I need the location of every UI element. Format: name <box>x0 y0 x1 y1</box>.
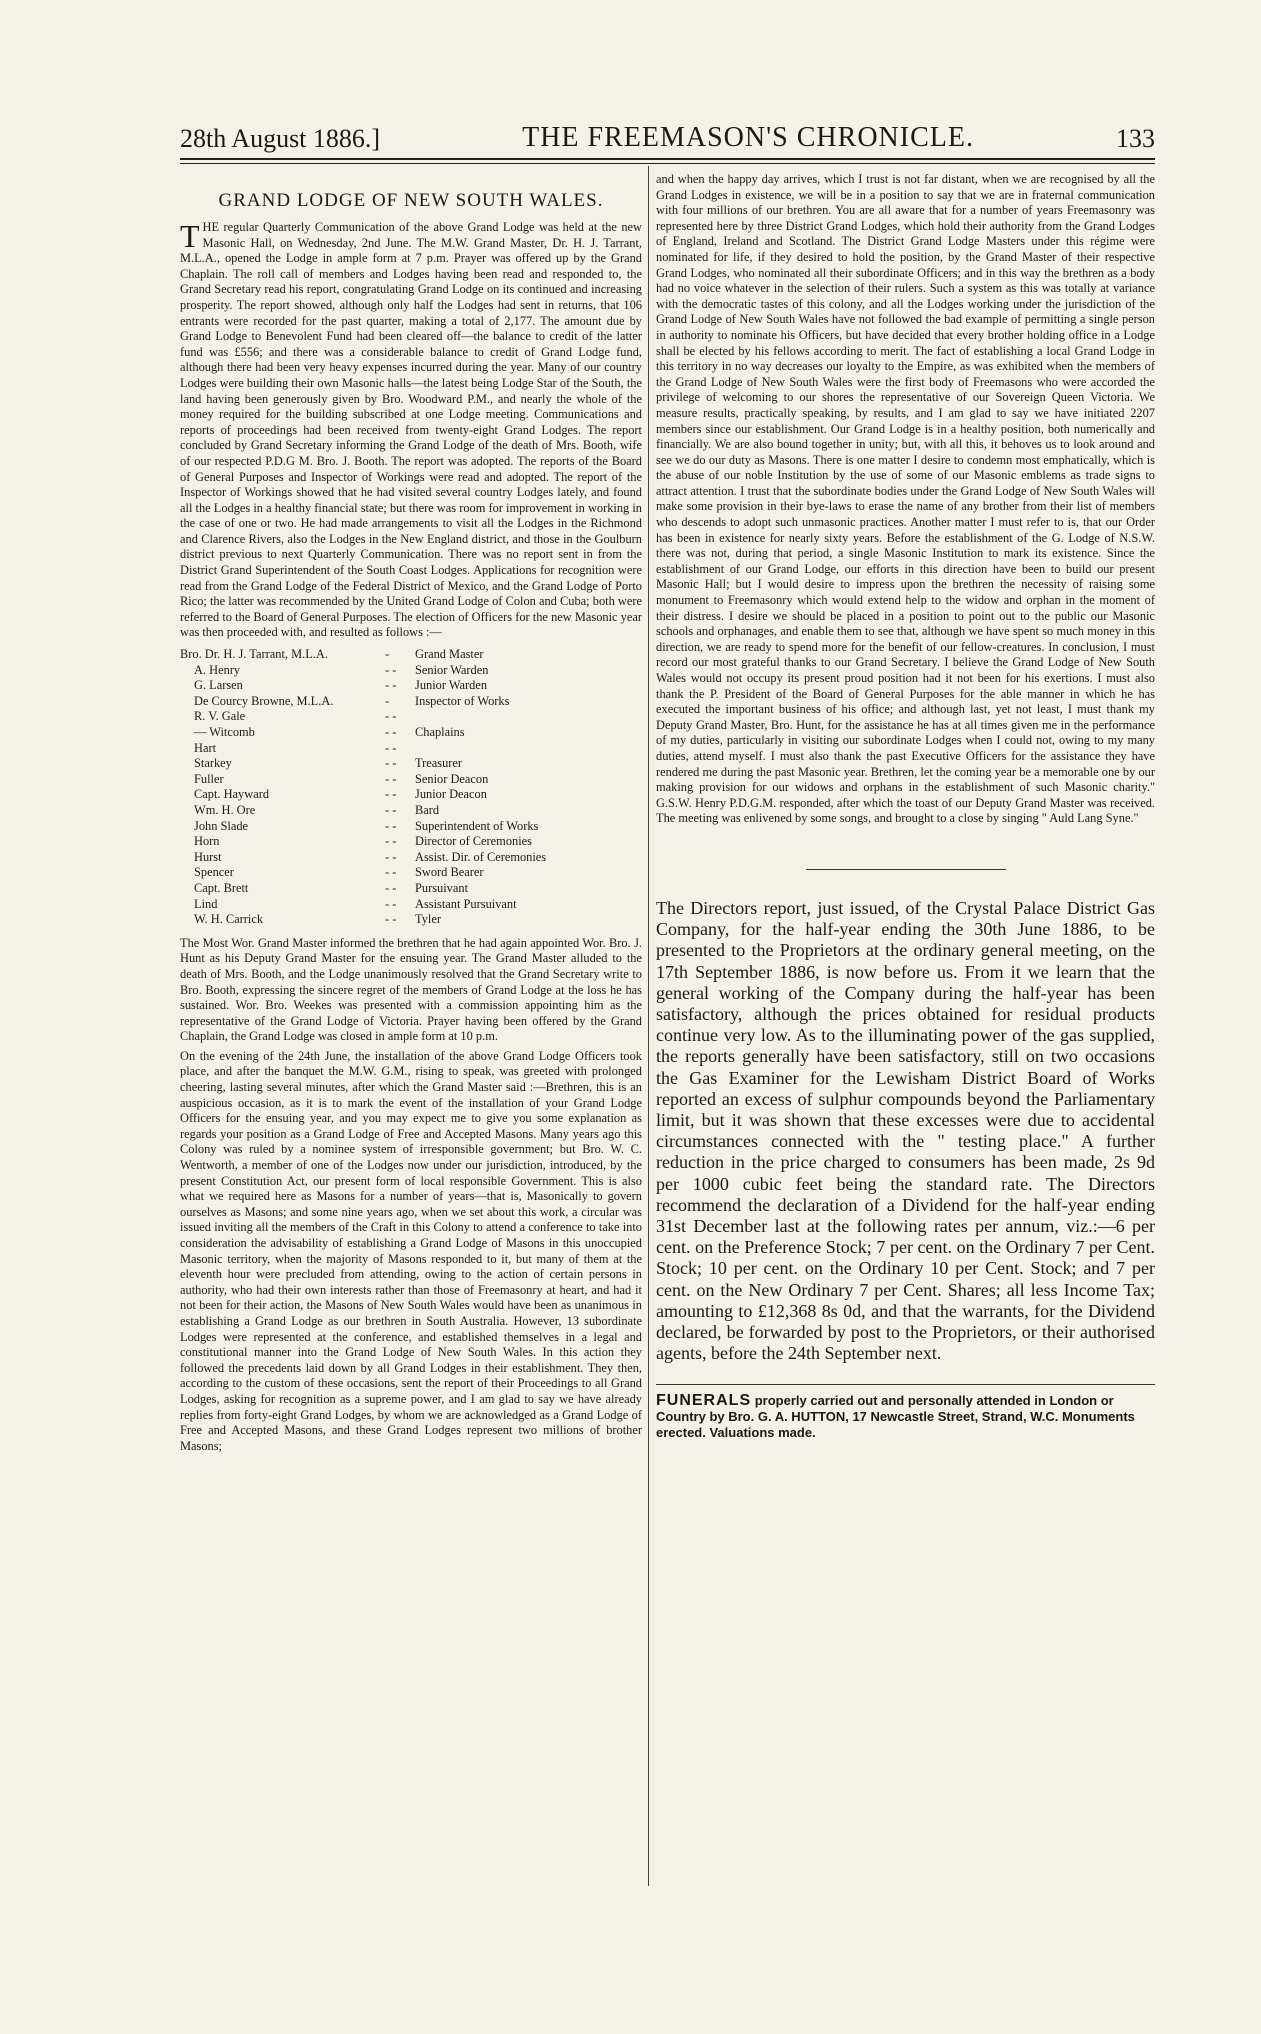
officer-row <box>180 772 642 788</box>
officer-name: Horn <box>194 834 220 849</box>
officer-row <box>180 694 642 710</box>
officer-name: Lind <box>194 896 218 911</box>
officer-leader: - - <box>385 802 397 817</box>
page-number: 133 <box>1116 124 1155 153</box>
officer-name: Fuller <box>194 771 224 786</box>
officer-office: Superintendent of Works <box>415 818 539 833</box>
officer-leader: - - <box>385 880 397 895</box>
officer-name: Hart <box>194 740 217 755</box>
officer-name: A. Henry <box>194 662 241 677</box>
article-paragraph-1: THE regular Quarterly Communication of the above Grand Lodge was held at the new Masonic Hall, on Wednesday, 2nd June. The M.W. Grand Master, Dr. H. J. Tarrant, M.L.A., opened the Lodge in ample form at 7 p.m. Prayer was offered up by the Grand Chaplain. The roll call of members and Lodges having been read and responded to, the Grand Secretary read his report, congratulating Grand Lodge on its continued and increasing prosperity. The report showed, although only half the Lodges had sent in returns, that 106 entrants were recorded for the past quarter, making a total of 2,177. The amount due by Grand Lodge to Benevolent Fund had been cleared off—the balance to credit of the latter fund was £556; and there was a considerable balance to credit of Grand Lodge fund, although there had been very heavy expenses incurred during the year. Many of our country Lodges were building their own Masonic halls—the latest being Lodge Star of the South, the land having been generously given by Bro. Woodward P.M., and nearly the whole of the money required for the building subscribed at one Lodge meeting. Communications and reports of proceedings had been received from twenty-eight Grand Lodges. The report concluded by Grand Secretary informing the Grand Lodge of the death of Mrs. Booth, wife of our respected P.D.G M. Bro. J. Booth. The report was adopted. The reports of the Board of General Purposes and Inspector of Workings were read and adopted. The report of the Inspector of Workings showed that he had visited several country Lodges lately, and found all the Lodges in a healthy financial state; but there was room for improvement in working in the case of one or two. He had made arrangements to visit all the Lodges in the Richmond and Clarence Rivers, also the Lodges in the New England district, and those in the Goulburn district previous to next Quarterly Communication. There was no report sent in from the District Grand Superintendent of the South Coast Lodges. Applications for recognition were read from the Grand Lodge of the Federal District of Mexico, and the Grand Lodge of Porto Rico; the latter was recommended by the United Grand Lodge of Colon and Cuba; both were referred to the Board of General Purposes. The election of Officers for the new Masonic year was then proceeded with, and resulted as follows :— <box>180 218 642 640</box>
officer-row <box>180 741 642 757</box>
officer-office: Assistant Pursuivant <box>415 896 517 911</box>
officer-name: Hurst <box>194 849 222 864</box>
officer-name: Bro. Dr. H. J. Tarrant, M.L.A. <box>180 647 328 662</box>
officer-row <box>180 647 642 663</box>
notice-keyword: FUNERALS <box>656 1392 752 1410</box>
officer-office: Bard <box>415 802 440 817</box>
article-paragraph-3: On the evening of the 24th June, the installation of the above Grand Lodge Officers took place, and after the banquet the M.W. G.M., rising to speak, was greeted with prolonged cheering, lasting several minutes, after which the Grand Master said :—Brethren, this is an auspicious occasion, as it is to mark the event of the installation of your Grand Lodge Officers for the ensuing year, and you may expect me to give you some explanation as regards your position as a Grand Lodge of Free and Accepted Masons. Many years ago this Colony was ruled by a nominee system of irresponsible government; but Bro. W. C. Wentworth, a member of one of the Lodges now under our jurisdiction, introduced, by the present Constitution Act, our present form of local responsible Government. This is also what we required here as Masons for a number of years—that is, Masonically to govern ourselves as Masons; and some nine years ago, when we set about this work, a circular was issued inviting all the members of the Craft in this Colony to attend a conference to take into consideration the advisability of establishing a Grand Lodge of Masons in this unoccupied Masonic territory, when the majority of Masons responded to it, but many of them at the eleventh hour were precluded from attending, owing to the action of certain persons in authority, who had their own interests rather than those of Freemasonry at heart, and had it not been for their action, the Masons of New South Wales would have been as unanimous in establishing a Grand Lodge as our brethren in South Australia. However, 13 subordinate Lodges were represented at the conference, and established themselves in a legal and constitutional manner into the Grand Lodge of New South Wales. In this action they followed the precedents laid down by all Grand Lodges in their establishment. They then, according to the custom of these occasions, sent the report of their Proceedings to all Grand Lodges, asking for recognition as a supreme power, and I am glad to say we have already replies from forty-eight Grand Lodges, by whom we are acknowledged as a Grand Lodge of Free and Accepted Masons, and these Grand Lodges represent two millions of brother Masons; <box>180 1048 642 1453</box>
officer-name: W. H. Carrick <box>194 912 264 927</box>
officer-row <box>180 678 642 694</box>
officer-office: Chaplains <box>415 725 465 739</box>
officer-name: Starkey <box>194 756 232 771</box>
officer-office <box>415 709 642 725</box>
officer-leader: - - <box>385 709 397 724</box>
officer-row <box>180 912 642 928</box>
officer-name: John Slade <box>194 818 249 833</box>
officer-row <box>180 756 642 772</box>
officer-leader: - - <box>385 756 397 771</box>
officer-office: Junior Deacon <box>415 787 487 802</box>
section-divider <box>806 869 1006 870</box>
column-divider <box>648 166 649 1886</box>
officer-leader: - <box>385 647 390 662</box>
right-column <box>656 172 1155 1441</box>
officer-office: Pursuivant <box>415 880 469 895</box>
officer-office: Sword Bearer <box>415 865 484 880</box>
officer-name: Spencer <box>194 865 234 880</box>
gas-company-report: The Directors report, just issued, of the Crystal Palace District Gas Company, for the half-year ending the 30th June 1886, to be presented to the Proprietors at the ordinary general meeting, on the 17th September 1886, is now before us. From it we learn that the general working of the Company during the half-year has been satisfactory, although the prices obtained for residual products continue very low. As to the illuminating power of the gas supplied, the reports generally have been satisfactory, still on two occasions the Gas Examiner for the Lewisham District Board of Works reported an excess of sulphur compounds beyond the Parliamentary limit, but it was shown that these excesses were due to accidental circumstances connected with the " testing place." A further reduction in the price charged to consumers has been made, 2s 9d per 1000 cubic feet being the standard rate. The Directors recommend the declaration of a Dividend for the half-year ending 31st December last at the following rates per annum, viz.:—6 per cent. on the Preference Stock; 7 per cent. on the Ordinary 7 per Cent. Stock; 10 per cent. on the Ordinary 10 per Cent. Stock; and 7 per cent. on the New Ordinary 7 per Cent. Shares; all less Income Tax; amounting to £12,368 8s 0d, and that the warrants, for the Dividend declared, be forwarded by post to the Proprietors, or their authorised agents, before the 24th September next. <box>656 897 1155 1364</box>
officer-name: Wm. H. Ore <box>194 802 256 817</box>
officer-name: Capt. Brett <box>194 880 249 895</box>
officer-leader: - - <box>385 896 397 911</box>
officer-office: Grand Master <box>415 647 484 662</box>
officer-office: Senior Warden <box>415 662 489 677</box>
officer-row <box>180 663 642 679</box>
officer-office: Tyler <box>415 912 441 927</box>
officer-office: Inspector of Works <box>415 693 510 708</box>
notice-divider <box>656 1384 1155 1385</box>
article-continuation: and when the happy day arrives, which I trust is not far distant, when we are recognised by all the Grand Lodges in existence, we will be in a position to say that we are in fraternal communication with four millions of our brethren. You are all aware that for a number of years Freemasonry was represented here by three District Grand Lodges, which hold their authority from the Grand Lodges of England, Ireland and Scotland. The District Grand Lodge Masters under this régime were nominated for life, if they desired to hold the position, by the Grand Master of their respective Grand Lodges, who nominated all their subordinate Officers; and in this way the brethren as a body had no voice whatever in the selection of their rulers. Such a system as this was totally at variance with the democratic tastes of this colony, and all the Lodges working under the jurisdiction of the Grand Lodge of New South Wales have not followed the bad example of permitting a single person in authority to nominate his Officers, but have decided that every brother holding office in a Lodge shall be elected by his fellows according to merit. The fact of establishing a local Grand Lodge in this territory in no way decreases our loyalty to the Empire, as was exhibited when the members of the Grand Lodge of New South Wales were the first body of Freemasons who were accorded the privilege of welcoming to our shores the representative of our Sovereign Queen Victoria. We measure results, practically speaking, by results, and I am glad to say we have initiated 2207 members since our establishment. Our Grand Lodge is in a healthy position, both numerically and financially. We are also bound together in unity; but, with all this, it behoves us to look around and see we do our duty as Masons. There is one matter I desire to condemn most emphatically, which is the abuse of our noble Institution by the use of some of our Masonic emblems as trade signs to attract attention. I trust that the subordinate bodies under the Grand Lodge of New South Wales will make some provision in their bye-laws to erase the name of any brother from their list of members who descends to adopt such unmasonic practices. Another matter I must refer to is, that our Order has been in existence for nearly sixty years. Before the establishment of the G. Lodge of N.S.W. there was not, during that period, a single Masonic Institution to mark its existence. Since the establishment of our Grand Lodge, our efforts in this direction have been to build our present Masonic Hall; but I would desire to impress upon the brethren the necessity of raising some monument to Freemasonry which would extend help to the widow and orphan in the moment of their distress. I desire we should be placed in a position to point out to the public our Masonic schools and orphanages, and enable them to see that, although we have spent so much money in this direction, we are ready to spend more for the benefit of our fellow-creatures. In conclusion, I must record our most grateful thanks to our Grand Secretary. I believe the Grand Lodge of New South Wales would not occupy its present proud position had it not been for his exertions. I must also thank the P. President of the Board of General Purposes for the able manner in which he has executed the important business of his office; and although last, yet not least, I must thank my Deputy Grand Master, Bro. Hunt, for the assistance he has at all times given me in the performance of my duties, particularly in visiting our subordinate Lodges when I could not, owing to my many duties, attend myself. I must also thank the past Executive Officers for the assistance they have rendered me during the past Masonic year. Brethren, let the coming year be a memorable one by our making provision for our widows and orphans in the establishment of such Masonic charity." G.S.W. Henry P.D.G.M. responded, after which the toast of our Deputy Grand Master was received. The meeting was enlivened by some songs, and brought to a close by singing " Auld Lang Syne." <box>656 172 1155 826</box>
officer-leader: - - <box>385 818 397 833</box>
article-title: GRAND LODGE OF NEW SOUTH WALES. <box>218 190 604 211</box>
officer-row <box>180 819 642 835</box>
officer-row <box>180 850 642 866</box>
officer-office <box>415 741 642 757</box>
officer-office: Senior Deacon <box>415 771 489 786</box>
officer-leader: - - <box>385 740 397 755</box>
officer-leader: - - <box>385 912 397 927</box>
funerals-notice <box>656 1393 1155 1441</box>
officer-row <box>180 803 642 819</box>
officer-row <box>180 865 642 881</box>
officer-name: Capt. Hayward <box>194 787 270 802</box>
officer-office: Junior Warden <box>415 678 488 693</box>
officer-leader: - <box>385 693 390 708</box>
officer-office: Assist. Dir. of Ceremonies <box>415 849 547 864</box>
officer-leader: - - <box>385 771 397 786</box>
officer-row <box>180 787 642 803</box>
officer-name: — Witcomb <box>194 725 255 739</box>
masthead-rule-thin <box>180 163 1155 164</box>
officer-row <box>180 897 642 913</box>
paper-title: THE FREEMASON'S CHRONICLE. <box>522 122 974 153</box>
officer-row <box>180 725 642 741</box>
officer-leader: - - <box>385 849 397 864</box>
left-column <box>180 172 642 1458</box>
officer-leader: - - <box>385 787 397 802</box>
officer-name: G. Larsen <box>194 678 243 693</box>
officer-leader: - - <box>385 834 397 849</box>
officer-name: R. V. Gale <box>194 709 246 724</box>
masthead-rule <box>180 158 1155 160</box>
officer-row <box>180 881 642 897</box>
masthead <box>180 118 1155 154</box>
officer-leader: - - <box>385 662 397 677</box>
officers-list <box>180 647 642 928</box>
officer-leader: - - <box>385 725 397 739</box>
officer-office: Director of Ceremonies <box>415 834 532 849</box>
notice-text: properly carried out and personally attended in London or Country by Bro. G. A. HUTTON, 17 Newcastle Street, Strand, W.C. Monuments erected. Valuations made. <box>656 1393 1135 1441</box>
officer-leader: - - <box>385 678 397 693</box>
issue-date: 28th August 1886.] <box>180 124 381 153</box>
article-paragraph-2: The Most Wor. Grand Master informed the brethren that he had again appointed Wor. Bro. J. Hunt as his Deputy Grand Master for the ensuing year. The Grand Master alluded to the death of Mrs. Booth, and the Lodge unanimously resolved that the Grand Secretary write to Bro. Booth, expressing the sincere regret of the members of Grand Lodge at the loss he has sustained. Wor. Bro. Weekes was presented with a commission appointing him as the representative of the Grand Lodge of Victoria. Prayer having been offered by the Grand Chaplain, the Grand Lodge was closed in ample form at 10 p.m. <box>180 935 642 1044</box>
officer-leader: - - <box>385 865 397 880</box>
officer-office: Treasurer <box>415 756 463 771</box>
officer-row <box>180 834 642 850</box>
officer-name: De Courcy Browne, M.L.A. <box>194 693 334 708</box>
officer-row <box>180 709 642 725</box>
